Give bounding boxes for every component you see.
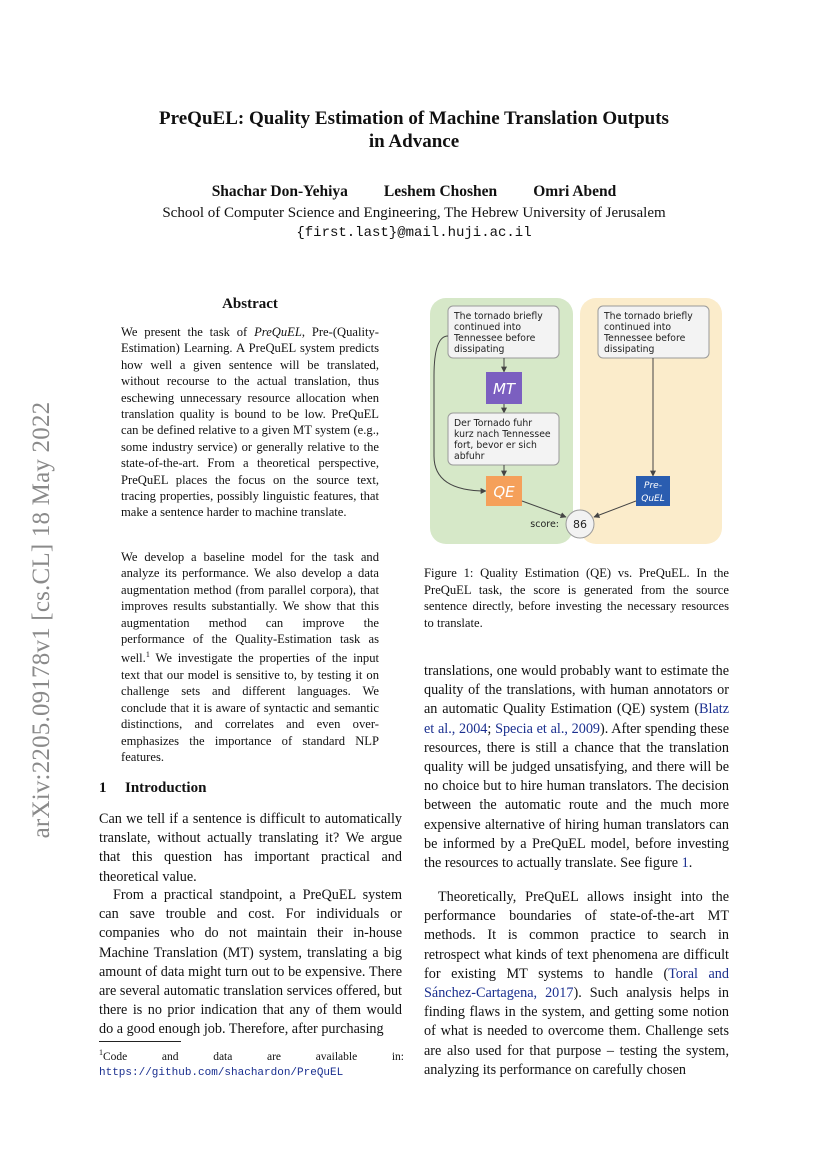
author-list [100, 182, 728, 202]
abstract-paragraph-2 [121, 549, 379, 765]
author-2: Leshem Choshen [383, 183, 498, 200]
citation-blatz[interactable]: Blatz et al., 2004 [424, 701, 729, 737]
figure-caption: Figure 1: Quality Estimation (QE) vs. PreQuEL. In the PreQuEL task, the score is generated from the source sentence directly, before investing the necessary resources to translate. [424, 566, 729, 630]
intro-paragraph-1: Can we tell if a sentence is difficult to automatically translate, without actually translating it? We argue that this question has important practical and theoretical value. [99, 811, 402, 885]
abstract-p1-text-b: , Pre-(Quality-Estimation) Learning. A PreQuEL system predicts how well a given sentence will be translated, without recourse to the actual translation, thus eschewing unnecessary resource allocation when translation quality is bound to be low. PreQuEL can be defined relative to a given MT system (e.g., some industry service) or generally relative to the state-of-the-art. From a theoretical perspective, PreQuEL places the focus on the source text, tracing properties, possibly linguistic features, that make a sentence harder to machine translate. [121, 325, 379, 520]
footnote [99, 1045, 404, 1081]
citation-specia[interactable]: Specia et al., 2009 [495, 720, 601, 737]
abstract-p1-text-a: We present the task of [121, 325, 255, 339]
citation-separator: ; [487, 720, 496, 737]
citation-toral[interactable]: Toral and Sánchez-Cartagena, 2017 [424, 965, 729, 1002]
left-source-line-4: dissipating [454, 344, 505, 355]
footnote-text: Code and data are available in: [103, 1050, 404, 1063]
mt-label: MT [492, 380, 516, 398]
title-line-2: in Advance [368, 131, 460, 152]
section-number: 1 [99, 780, 107, 796]
footnote-divider [99, 1041, 181, 1042]
right-source-line-2: continued into [604, 322, 672, 333]
abstract-p2-text-b: We investigate the properties of the input text that our model is sensitive to, by testing it on challenge sets and different languages. We conclude that it is aware of syntactic and semantic distinctions, and correlates and even over-emphasizes the importance of standard NLP features. [121, 651, 379, 765]
figure-1 [424, 296, 729, 550]
section-heading-introduction [99, 780, 206, 797]
translation-line-3: fort, bevor er sich [454, 440, 537, 451]
abstract-p1-emphasis: PreQuEL [254, 325, 302, 339]
translation-line-2: kurz nach Tennessee [454, 429, 551, 440]
figure-reference-link[interactable]: 1 [681, 855, 689, 872]
abstract-heading: Abstract [222, 296, 278, 312]
right-p1-text-b: ). After spending these resources, there is still a chance that the translation quality will be judged unsatisfying, and there will be no choice but to hire human translators. The decision between the automatic route and the much more expensive alternative of hiring human translators can be informed by a PreQuEL model, before investing the resources to actually translate. See figure [424, 720, 729, 872]
paper-title [100, 107, 728, 153]
author-email: {first.last}@mail.huji.ac.il [296, 225, 532, 241]
left-source-line-1: The tornado briefly [454, 311, 543, 322]
right-paragraph-1 [424, 662, 729, 873]
author-3: Omri Abend [533, 183, 617, 200]
translation-line-4: abfuhr [454, 451, 485, 462]
right-paragraph-2 [424, 888, 729, 1080]
right-source-line-3: Tennessee before [604, 333, 686, 344]
left-source-line-2: continued into [454, 322, 522, 333]
footnote-number: 1 [99, 1048, 103, 1057]
arxiv-identifier-stamp: arXiv:2205.09178v1 [cs.CL] 18 May 2022 [28, 401, 55, 839]
intro-paragraph-2: From a practical standpoint, a PreQuEL system can save trouble and cost. For individuals or companies who do not maintain their in-house Machine Translation (MT) system, translating a big amount of data might turn out to be expensive. There are several automatic translation services offered, but there is no prior indication that any of them would do a good enough job. Therefore, after purchasing [99, 887, 402, 1038]
abstract-p2-text-a: We develop a baseline model for the task and analyze its performance. We also develop a data augmentation method (from parallel corpora), that improves results substantially. We show that this augmentation method can improve the performance of the Quality-Estimation task as well. [121, 550, 379, 666]
prequel-label-line-2: QuEL [641, 494, 665, 504]
left-source-line-3: Tennessee before [454, 333, 536, 344]
affiliation: School of Computer Science and Engineering, The Hebrew University of Jerusalem [162, 205, 666, 221]
footnote-marker[interactable]: 1 [145, 650, 150, 660]
footnote-link[interactable]: https://github.com/shachardon/PreQuEL [99, 1066, 344, 1079]
score-label: score: [530, 519, 559, 530]
prequel-label-line-1: Pre- [644, 481, 662, 491]
section-title: Introduction [125, 780, 207, 796]
right-p2-text-a: Theoretically, PreQuEL allows insight into the performance boundaries of state-of-the-art MT methods. It is common practice to search in retrospect what kinds of text phenomena are difficult for existing MT systems to handle ( [424, 889, 729, 982]
right-p2-text-b: ). Such analysis helps in finding flaws in the system, and getting some notion of what is needed to overcome them. Challenge sets are also used for that purpose – testing the system, analyzing its performance on carefully chosen [424, 985, 729, 1078]
right-p1-text-c: . [688, 855, 693, 872]
score-value: 86 [573, 518, 587, 531]
author-1: Shachar Don-Yehiya [211, 183, 348, 200]
qe-label: QE [493, 483, 515, 501]
right-source-line-4: dissipating [604, 344, 655, 355]
title-line-1: PreQuEL: Quality Estimation of Machine Translation Outputs [159, 108, 669, 129]
right-p1-text-a: translations, one would probably want to estimate the quality of the translations, with human annotators or an automatic Quality Estimation (QE) system ( [424, 663, 729, 718]
right-source-line-1: The tornado briefly [604, 311, 693, 322]
abstract-paragraph-1 [121, 324, 379, 521]
translation-line-1: Der Tornado fuhr [454, 418, 533, 429]
